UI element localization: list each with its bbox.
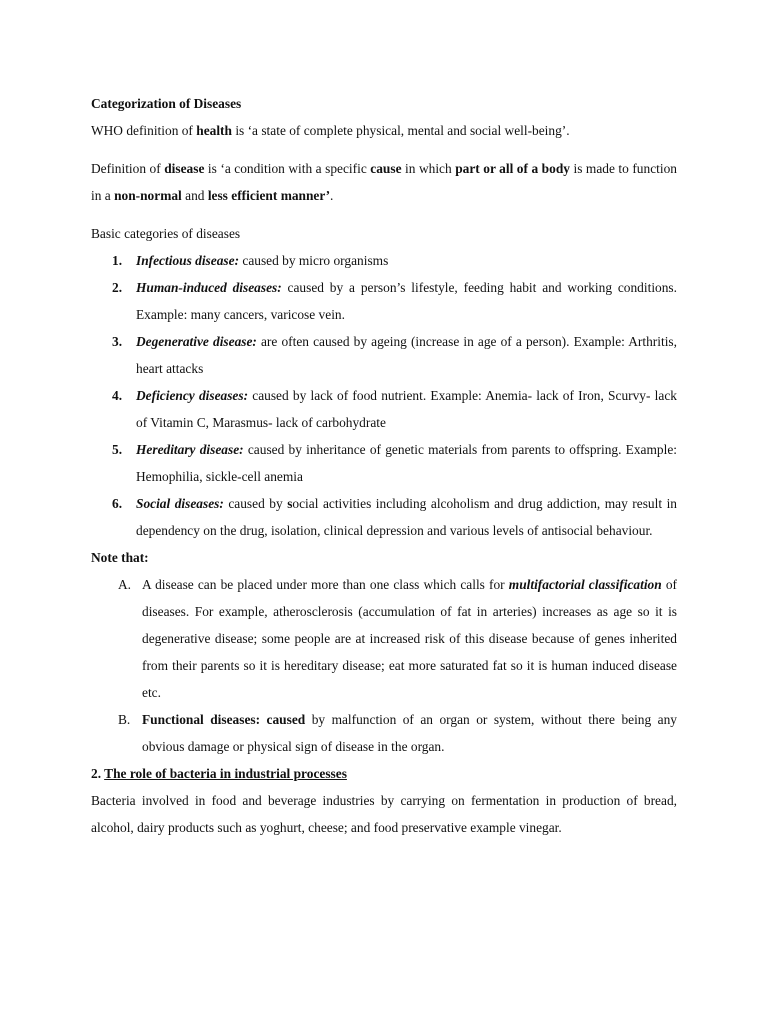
category-list bbox=[91, 247, 677, 544]
list-letter: B. bbox=[118, 712, 131, 727]
note-text: of diseases. For example, atherosclerosis (accumulation of fat in arteries) increases as age so it is degenerative disease; some people are at increased risk of this disease because of genes inherited from their parents so it is hereditary disease; eat more saturated fat so it is human induced disease etc. bbox=[142, 577, 677, 700]
note-term: Functional diseases: caused bbox=[142, 712, 306, 727]
list-item bbox=[91, 328, 677, 382]
category-text: caused by micro organisms bbox=[239, 253, 389, 268]
text-run: Definition of bbox=[91, 161, 165, 176]
category-text: caused by inheritance of genetic materials from parents to offspring. Example: Hemophilia, sickle-cell anemia bbox=[136, 442, 677, 484]
list-item bbox=[91, 382, 677, 436]
text-run: in which bbox=[401, 161, 456, 176]
category-term: Degenerative disease: bbox=[136, 334, 257, 349]
keyword-body: part or all of a body bbox=[455, 161, 570, 176]
text-run: . bbox=[330, 188, 334, 203]
text-run: is ‘a condition with a specific bbox=[204, 161, 371, 176]
list-number: 5. bbox=[112, 442, 123, 457]
text-run: is ‘a state of complete physical, mental and social well-being’. bbox=[231, 123, 570, 138]
keyword-health: health bbox=[196, 123, 232, 138]
text-run: WHO definition of bbox=[91, 123, 197, 138]
category-text: are often caused by ageing (increase in age of a person). Example: Arthritis, heart attacks bbox=[136, 334, 677, 376]
list-number: 1. bbox=[112, 253, 123, 268]
who-definition bbox=[91, 117, 677, 144]
list-item bbox=[91, 274, 677, 328]
list-number: 3. bbox=[112, 334, 123, 349]
keyword-non-normal: non-normal bbox=[114, 188, 182, 203]
list-item bbox=[91, 247, 677, 274]
note-heading: Note that: bbox=[91, 550, 149, 565]
keyword-disease: disease bbox=[164, 161, 205, 176]
category-text: caused by a person’s lifestyle, feeding habit and working conditions. Example: many cancers, varicose vein. bbox=[136, 280, 677, 322]
category-text: caused by lack of food nutrient. Example: Anemia- lack of Iron, Scurvy- lack of Vitamin C, Marasmus- lack of carbohydrate bbox=[136, 388, 677, 430]
note-term: multifactorial classification bbox=[508, 577, 662, 592]
document-body bbox=[91, 90, 677, 841]
category-term: Hereditary disease: bbox=[136, 442, 244, 457]
section-title: The role of bacteria in industrial processes bbox=[104, 766, 347, 781]
category-term: Social diseases: bbox=[136, 496, 224, 511]
note-text: by malfunction of an organ or system, without there being any obvious damage or physical sign of disease in the organ. bbox=[142, 712, 678, 754]
bold-letter: s bbox=[287, 496, 293, 511]
category-text: caused by bbox=[223, 496, 288, 511]
category-term: Deficiency diseases: bbox=[136, 388, 249, 403]
list-letter: A. bbox=[118, 577, 132, 592]
list-number: 6. bbox=[112, 496, 123, 511]
disease-definition bbox=[91, 155, 677, 209]
category-text: ocial activities including alcoholism and drug addiction, may result in dependency on the drug, isolation, clinical depression and various levels of antisocial behaviour. bbox=[136, 496, 677, 538]
section-heading bbox=[91, 760, 677, 787]
text-run: and bbox=[181, 188, 208, 203]
section-number: 2. bbox=[91, 766, 105, 781]
section-body: Bacteria involved in food and beverage industries by carrying on fermentation in production of bread, alcohol, dairy products such as yoghurt, cheese; and food preservative example vinegar. bbox=[91, 793, 677, 835]
basic-categories-heading: Basic categories of diseases bbox=[91, 226, 241, 241]
text-run: is made to function in a bbox=[91, 161, 677, 203]
keyword-cause: cause bbox=[370, 161, 402, 176]
list-item bbox=[91, 706, 677, 760]
list-number: 4. bbox=[112, 388, 123, 403]
list-item bbox=[91, 436, 677, 490]
list-item bbox=[91, 490, 677, 544]
document-title: Categorization of Diseases bbox=[91, 96, 242, 111]
category-term: Human-induced diseases: bbox=[136, 280, 282, 295]
list-item bbox=[91, 571, 677, 706]
note-text: A disease can be placed under more than one class which calls for bbox=[142, 577, 509, 592]
category-term: Infectious disease: bbox=[136, 253, 240, 268]
note-list bbox=[91, 571, 677, 760]
list-number: 2. bbox=[112, 280, 123, 295]
keyword-less-efficient: less efficient manner’ bbox=[207, 188, 331, 203]
